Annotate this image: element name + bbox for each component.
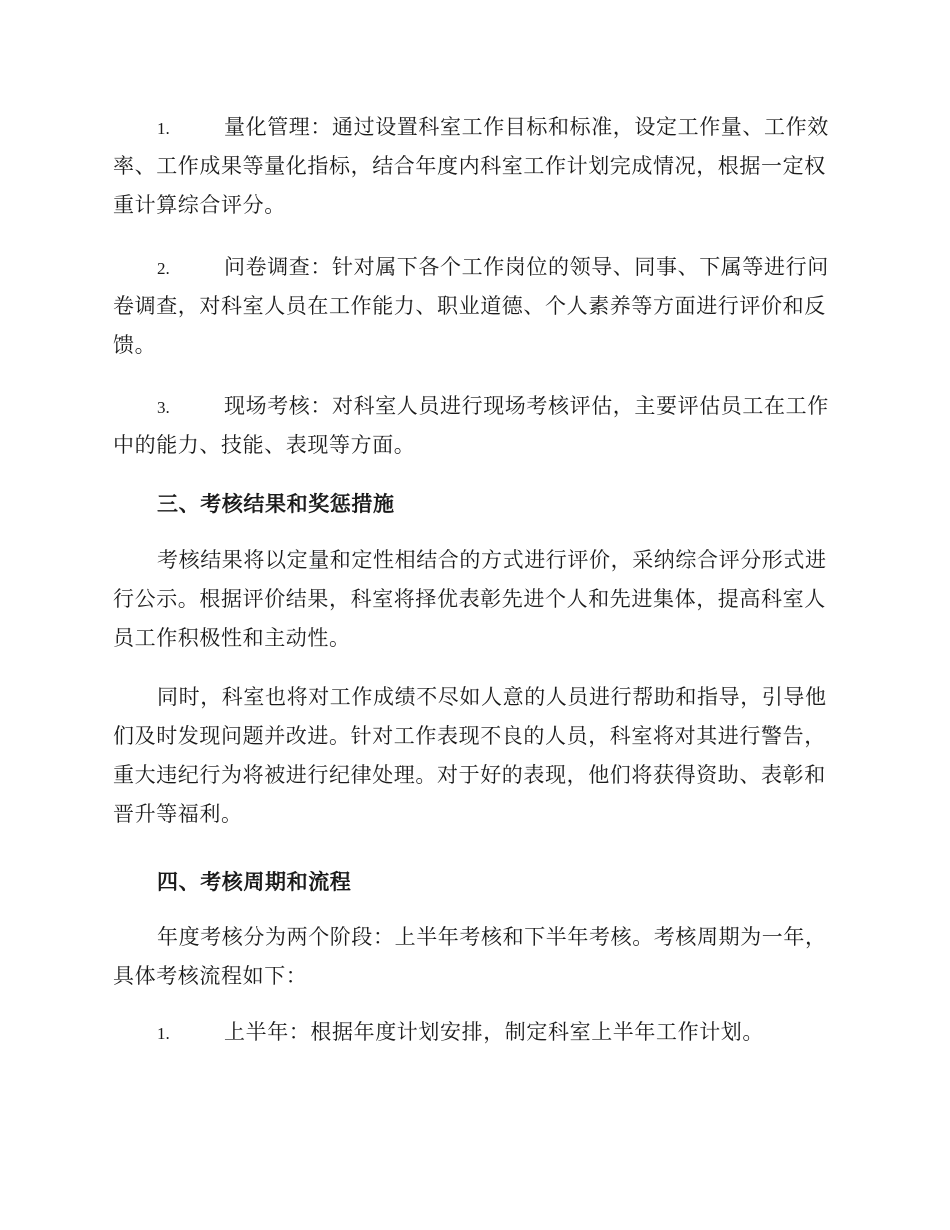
paragraph-line: 上半年：根据年度计划安排，制定科室上半年工作计划。 (224, 1020, 764, 1044)
list-number: 3. (157, 398, 170, 417)
paragraph-improvement (113, 678, 833, 834)
paragraph-line: 重计算综合评分。 (113, 193, 286, 217)
paragraph-line: 问卷调查：针对属下各个工作岗位的领导、同事、下属等进行问 (224, 255, 829, 279)
list-number: 1. (157, 1024, 170, 1043)
paragraph-line: 考核结果将以定量和定性相结合的方式进行评价，采纳综合评分形式进 (157, 548, 827, 572)
section-heading-cycle (113, 862, 833, 901)
paragraph-line: 中的能力、技能、表现等方面。 (113, 433, 416, 457)
section-heading: 三、考核结果和奖惩措施 (157, 491, 395, 516)
paragraph-line: 年度考核分为两个阶段：上半年考核和下半年考核。考核周期为一年， (157, 925, 827, 949)
list-item-first-line (113, 248, 833, 287)
section-heading-results (113, 484, 833, 523)
list-item-quantitative-management (113, 108, 833, 225)
paragraph-line: 率、工作成果等量化指标，结合年度内科室工作计划完成情况，根据一定权 (113, 154, 826, 178)
list-item-first-half (113, 1013, 833, 1052)
paragraph-cycle (113, 918, 833, 996)
list-item-onsite-assessment (113, 387, 833, 465)
paragraph-line: 现场考核：对科室人员进行现场考核评估，主要评估员工在工作 (224, 394, 829, 418)
paragraph-line: 晋升等福利。 (113, 802, 243, 826)
paragraph-line: 具体考核流程如下： (113, 964, 308, 988)
paragraph-line: 员工作积极性和主动性。 (113, 626, 351, 650)
list-item-first-line (113, 387, 833, 426)
list-item-questionnaire (113, 248, 833, 365)
paragraph-line: 馈。 (113, 333, 157, 357)
list-number: 2. (157, 259, 170, 278)
list-number: 1. (157, 119, 170, 138)
paragraph-line: 卷调查，对科室人员在工作能力、职业道德、个人素养等方面进行评价和反 (113, 294, 826, 318)
paragraph-line: 行公示。根据评价结果，科室将择优表彰先进个人和先进集体，提高科室人 (113, 587, 826, 611)
paragraph-line: 们及时发现问题并改进。针对工作表现不良的人员，科室将对其进行警告， (113, 724, 826, 748)
section-heading: 四、考核周期和流程 (157, 869, 352, 894)
paragraph-results (113, 541, 833, 658)
paragraph-line: 同时，科室也将对工作成绩不尽如人意的人员进行帮助和指导，引导他 (157, 685, 827, 709)
paragraph-line: 重大违纪行为将被进行纪律处理。对于好的表现，他们将获得资助、表彰和 (113, 763, 826, 787)
list-item-first-line (113, 1013, 833, 1052)
paragraph-line: 量化管理：通过设置科室工作目标和标准，设定工作量、工作效 (224, 115, 829, 139)
list-item-first-line (113, 108, 833, 147)
